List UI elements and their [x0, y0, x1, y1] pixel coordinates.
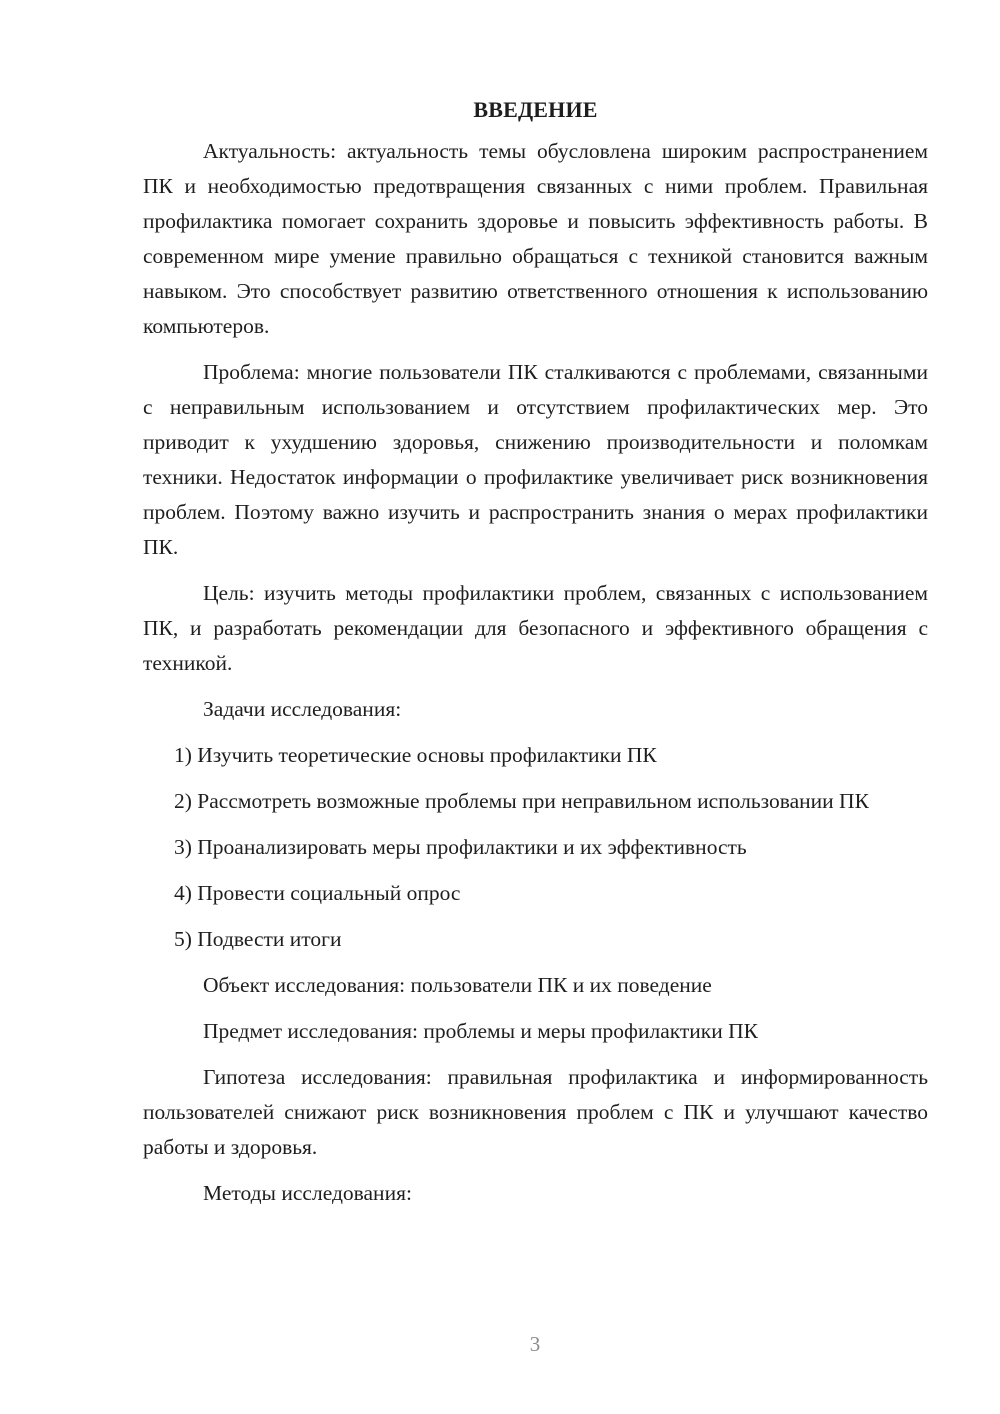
- task-item: 4) Провести социальный опрос: [174, 881, 461, 905]
- paragraph-methods-heading: Методы исследования:: [203, 1181, 412, 1205]
- task-item: 2) Рассмотреть возможные проблемы при неправильном использовании ПК: [174, 789, 869, 813]
- page-title: ВВЕДЕНИЕ: [473, 97, 598, 122]
- task-item: 1) Изучить теоретические основы профилактики ПК: [174, 743, 657, 767]
- paragraph-object: Объект исследования: пользователи ПК и их поведение: [203, 973, 712, 997]
- paragraph-goal: Цель: изучить методы профилактики проблем, связанных с использованием ПК, и разработать рекомендации для безопасного и эффективного обращения с техникой.: [143, 581, 928, 675]
- task-item: 5) Подвести итоги: [174, 927, 342, 951]
- paragraph-relevance: Актуальность: актуальность темы обусловлена широким распространением ПК и необходимостью предотвращения связанных с ними проблем. Правильная профилактика помогает сохранить здоровье и повысить эффективность работы. В современном мире умение правильно обращаться с техникой становится важным навыком. Это способствует развитию ответственного отношения к использованию компьютеров.: [143, 139, 928, 338]
- paragraph-problem: Проблема: многие пользователи ПК сталкиваются с проблемами, связанными с неправильным использованием и отсутствием профилактических мер. Это приводит к ухудшению здоровья, снижению производительности и поломкам техники. Недостаток информации о профилактике увеличивает риск возникновения проблем. Поэтому важно изучить и распространить знания о мерах профилактики ПК.: [143, 360, 928, 559]
- page-number: 3: [529, 1332, 541, 1356]
- page-content: [143, 94, 928, 1222]
- paragraph-subject: Предмет исследования: проблемы и меры профилактики ПК: [203, 1019, 759, 1043]
- paragraph-hypothesis: Гипотеза исследования: правильная профилактика и информированность пользователей снижают риск возникновения проблем с ПК и улучшают качество работы и здоровья.: [143, 1065, 928, 1159]
- task-item: 3) Проанализировать меры профилактики и их эффективность: [174, 835, 747, 859]
- paragraph-tasks-heading: Задачи исследования:: [203, 697, 402, 721]
